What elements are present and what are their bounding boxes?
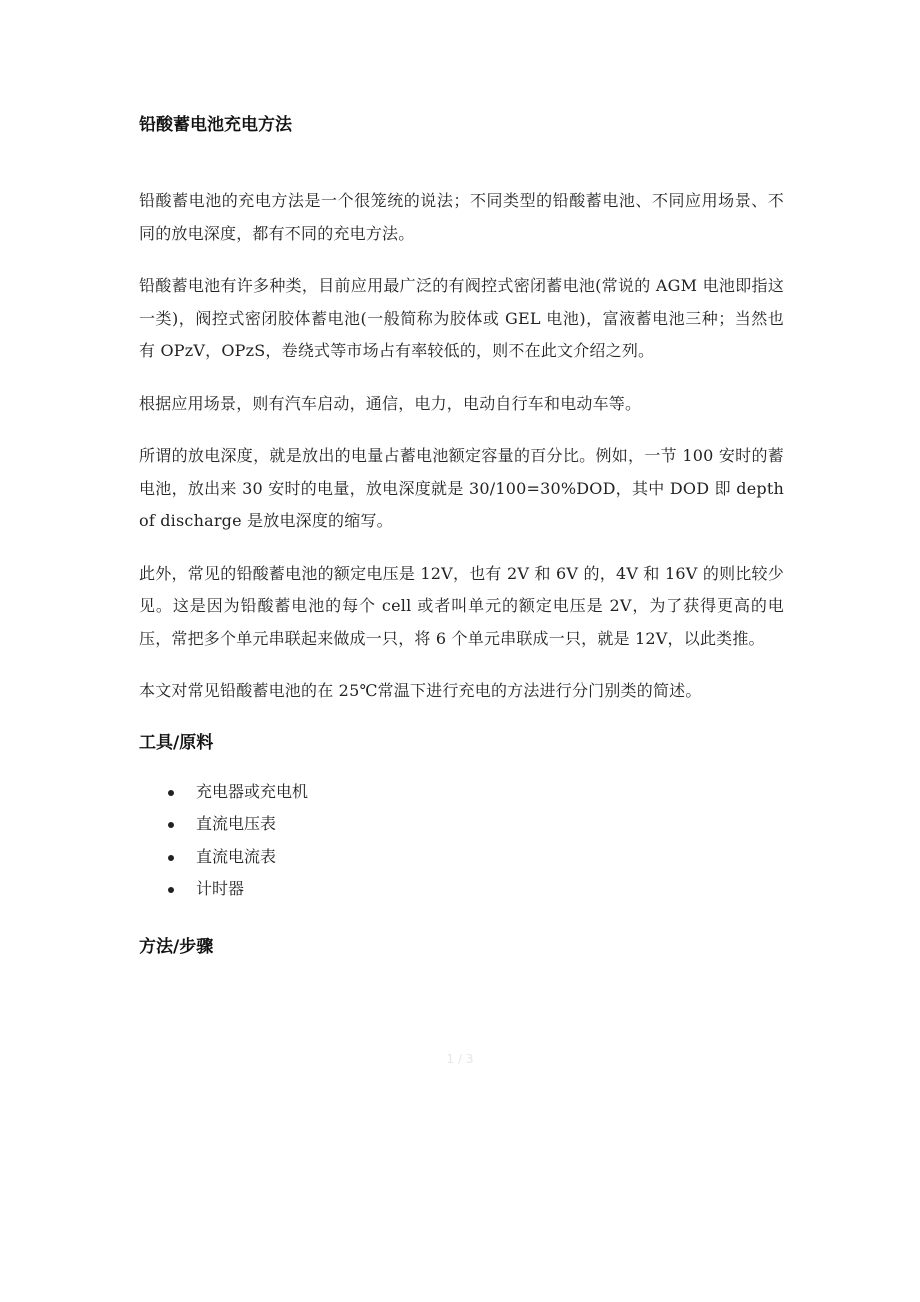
paragraph-depth-of-discharge: 所谓的放电深度，就是放出的电量占蓄电池额定容量的百分比。例如，一节 100 安时的蓄电池，放出来 30 安时的电量，放电深度就是 30/100=30%DOD，其中 DOD 即 depth of discharge 是放电深度的缩写。 [139, 446, 784, 530]
paragraph-applications: 根据应用场景，则有汽车启动，通信，电力，电动自行车和电动车等。 [139, 393, 642, 413]
list-item [139, 776, 784, 809]
bullet-icon [168, 887, 174, 893]
paragraph-intro: 铅酸蓄电池的充电方法是一个很笼统的说法；不同类型的铅酸蓄电池、不同应用场景、不同的放电深度，都有不同的充电方法。 [139, 191, 784, 243]
list-item [139, 808, 784, 841]
list-item-label: 直流电流表 [196, 846, 277, 866]
method-heading: 方法/步骤 [139, 936, 214, 957]
list-item-label: 直流电压表 [196, 814, 277, 833]
list-item-label: 计时器 [196, 879, 245, 898]
list-item [139, 873, 784, 906]
tools-list [139, 776, 784, 906]
bullet-icon [168, 822, 174, 828]
list-item-label: 充电器或充电机 [196, 781, 309, 801]
paragraph-voltage: 此外，常见的铅酸蓄电池的额定电压是 12V，也有 2V 和 6V 的，4V 和 16V 的则比较少见。这是因为铅酸蓄电池的每个 cell 或者叫单元的额定电压是 2V，为了获得更高的电压，常把多个单元串联起来做成一只，将 6 个单元串联成一只，就是 12V，以此类推。 [139, 563, 784, 648]
list-item [139, 841, 784, 874]
document-title: 铅酸蓄电池充电方法 [139, 115, 292, 135]
bullet-icon [168, 790, 174, 796]
tools-heading: 工具/原料 [139, 732, 214, 753]
paragraph-scope: 本文对常见铅酸蓄电池的在 25℃常温下进行充电的方法进行分门别类的简述。 [139, 681, 702, 700]
paragraph-types: 铅酸蓄电池有许多种类，目前应用最广泛的有阀控式密闭蓄电池(常说的 AGM 电池即指这一类)，阀控式密闭胶体蓄电池(一般简称为胶体或 GEL 电池)，富液蓄电池三种；当然也有 OPzV，OPzS，卷绕式等市场占有率较低的，则不在此文介绍之列。 [139, 276, 784, 360]
document-content [139, 111, 784, 980]
bullet-icon [168, 855, 174, 861]
page-number: 1 / 3 [446, 1052, 474, 1066]
